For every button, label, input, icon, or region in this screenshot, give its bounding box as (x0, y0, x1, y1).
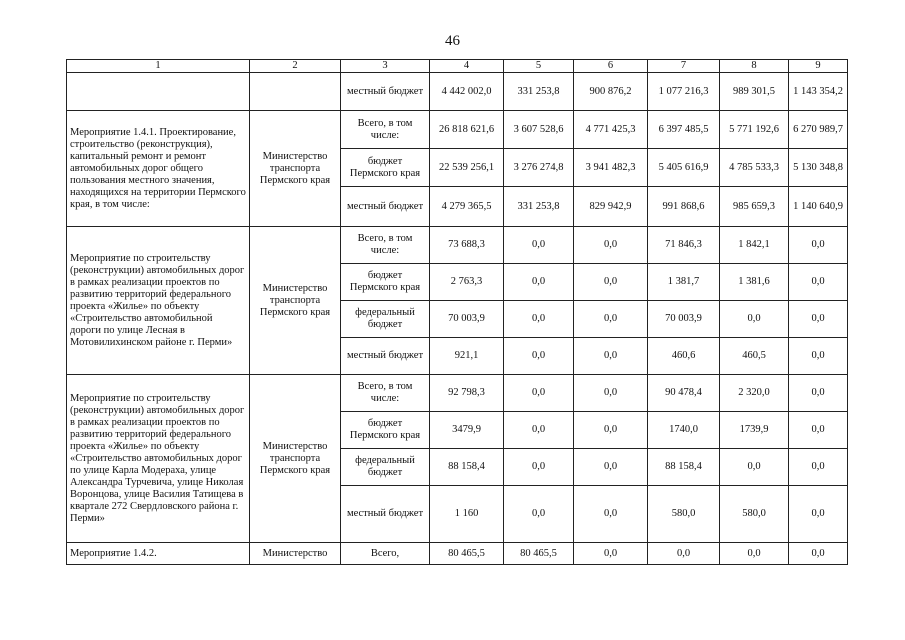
value-cell: 991 868,6 (648, 187, 720, 227)
source-cell: бюджет Пермского края (341, 412, 430, 449)
value-cell: 88 158,4 (430, 449, 504, 486)
value-cell: 70 003,9 (648, 301, 720, 338)
value-cell: 4 279 365,5 (430, 187, 504, 227)
value-cell: 4 442 002,0 (430, 73, 504, 111)
empty-cell (67, 73, 250, 111)
value-cell: 0,0 (504, 412, 574, 449)
value-cell: 1 143 354,2 (789, 73, 848, 111)
value-cell: 0,0 (574, 375, 648, 412)
table-row (67, 227, 848, 264)
value-cell: 3479,9 (430, 412, 504, 449)
value-cell: 829 942,9 (574, 187, 648, 227)
column-header: 5 (504, 60, 574, 73)
column-header: 4 (430, 60, 504, 73)
source-cell: Всего, (341, 543, 430, 565)
source-cell: Всего, в том числе: (341, 111, 430, 149)
measure-description: Мероприятие 1.4.2. (67, 543, 250, 565)
source-cell: Всего, в том числе: (341, 227, 430, 264)
value-cell: 22 539 256,1 (430, 149, 504, 187)
source-cell: местный бюджет (341, 187, 430, 227)
table-row (67, 111, 848, 149)
value-cell: 0,0 (504, 301, 574, 338)
column-header: 8 (720, 60, 789, 73)
value-cell: 0,0 (789, 338, 848, 375)
value-cell: 3 607 528,6 (504, 111, 574, 149)
value-cell: 0,0 (789, 301, 848, 338)
empty-cell (250, 73, 341, 111)
value-cell: 0,0 (574, 264, 648, 301)
source-cell: бюджет Пермского края (341, 264, 430, 301)
value-cell: 3 276 274,8 (504, 149, 574, 187)
value-cell: 4 771 425,3 (574, 111, 648, 149)
value-cell: 2 320,0 (720, 375, 789, 412)
value-cell: 0,0 (720, 449, 789, 486)
value-cell: 73 688,3 (430, 227, 504, 264)
value-cell: 1 381,6 (720, 264, 789, 301)
source-cell: местный бюджет (341, 73, 430, 111)
budget-table (66, 59, 848, 565)
value-cell: 0,0 (574, 338, 648, 375)
value-cell: 921,1 (430, 338, 504, 375)
source-cell: бюджет Пермского края (341, 149, 430, 187)
value-cell: 0,0 (720, 543, 789, 565)
column-header: 7 (648, 60, 720, 73)
header-row (67, 60, 848, 73)
value-cell: 0,0 (648, 543, 720, 565)
column-header: 9 (789, 60, 848, 73)
value-cell: 1739,9 (720, 412, 789, 449)
value-cell: 0,0 (574, 301, 648, 338)
value-cell: 0,0 (504, 486, 574, 543)
responsible-org: Министерство транспорта Пермского края (250, 111, 341, 227)
value-cell: 1 842,1 (720, 227, 789, 264)
value-cell: 331 253,8 (504, 187, 574, 227)
value-cell: 0,0 (574, 449, 648, 486)
value-cell: 70 003,9 (430, 301, 504, 338)
value-cell: 1 077 216,3 (648, 73, 720, 111)
value-cell: 5 130 348,8 (789, 149, 848, 187)
measure-description: Мероприятие по строительству (реконструкции) автомобильных дорог в рамках реализации проектов по развитию территорий федерального проекта «Жилье» по объекту «Строительство автомобильной дороги по улице Лесная в Мотовилихинском районе г. Перми» (67, 227, 250, 375)
value-cell: 6 397 485,5 (648, 111, 720, 149)
value-cell: 6 270 989,7 (789, 111, 848, 149)
value-cell: 0,0 (574, 227, 648, 264)
column-header: 1 (67, 60, 250, 73)
value-cell: 0,0 (789, 543, 848, 565)
value-cell: 1 160 (430, 486, 504, 543)
value-cell: 26 818 621,6 (430, 111, 504, 149)
value-cell: 0,0 (789, 264, 848, 301)
column-header: 3 (341, 60, 430, 73)
table-row (67, 375, 848, 412)
value-cell: 5 405 616,9 (648, 149, 720, 187)
value-cell: 0,0 (789, 227, 848, 264)
value-cell: 0,0 (574, 412, 648, 449)
column-header: 2 (250, 60, 341, 73)
value-cell: 985 659,3 (720, 187, 789, 227)
value-cell: 331 253,8 (504, 73, 574, 111)
value-cell: 0,0 (504, 449, 574, 486)
source-cell: федеральный бюджет (341, 449, 430, 486)
responsible-org: Министерство транспорта Пермского края (250, 375, 341, 543)
value-cell: 1 140 640,9 (789, 187, 848, 227)
value-cell: 0,0 (504, 338, 574, 375)
column-header: 6 (574, 60, 648, 73)
source-cell: федеральный бюджет (341, 301, 430, 338)
value-cell: 580,0 (648, 486, 720, 543)
source-cell: Всего, в том числе: (341, 375, 430, 412)
value-cell: 80 465,5 (430, 543, 504, 565)
value-cell: 460,6 (648, 338, 720, 375)
page-number: 46 (445, 33, 460, 49)
value-cell: 460,5 (720, 338, 789, 375)
value-cell: 0,0 (789, 449, 848, 486)
table-row (67, 73, 848, 111)
value-cell: 0,0 (574, 486, 648, 543)
measure-description: Мероприятие по строительству (реконструкции) автомобильных дорог в рамках реализации проектов по развитию территорий федерального проекта «Жилье» по объекту «Строительство автомобильных дорог по улице Карла Модераха, улице Александра Турчевича, улице Николая Воронцова, улице Василия Татищева в квартале 272 Свердловского района г. Перми» (67, 375, 250, 543)
value-cell: 88 158,4 (648, 449, 720, 486)
source-cell: местный бюджет (341, 338, 430, 375)
value-cell: 4 785 533,3 (720, 149, 789, 187)
table-row (67, 543, 848, 565)
value-cell: 80 465,5 (504, 543, 574, 565)
value-cell: 71 846,3 (648, 227, 720, 264)
value-cell: 0,0 (574, 543, 648, 565)
value-cell: 1 381,7 (648, 264, 720, 301)
value-cell: 92 798,3 (430, 375, 504, 412)
value-cell: 0,0 (504, 227, 574, 264)
value-cell: 0,0 (789, 412, 848, 449)
source-cell: местный бюджет (341, 486, 430, 543)
value-cell: 0,0 (720, 301, 789, 338)
responsible-org: Министерство транспорта Пермского края (250, 227, 341, 375)
value-cell: 0,0 (789, 375, 848, 412)
value-cell: 0,0 (504, 375, 574, 412)
value-cell: 900 876,2 (574, 73, 648, 111)
value-cell: 580,0 (720, 486, 789, 543)
value-cell: 5 771 192,6 (720, 111, 789, 149)
measure-description: Мероприятие 1.4.1. Проектирование, строительство (реконструкция), капитальный ремонт и ремонт автомобильных дорог общего пользования местного значения, находящихся на территории Пермского края, в том числе: (67, 111, 250, 227)
value-cell: 90 478,4 (648, 375, 720, 412)
responsible-org: Министерство (250, 543, 341, 565)
value-cell: 0,0 (789, 486, 848, 543)
value-cell: 989 301,5 (720, 73, 789, 111)
value-cell: 2 763,3 (430, 264, 504, 301)
value-cell: 3 941 482,3 (574, 149, 648, 187)
value-cell: 0,0 (504, 264, 574, 301)
value-cell: 1740,0 (648, 412, 720, 449)
